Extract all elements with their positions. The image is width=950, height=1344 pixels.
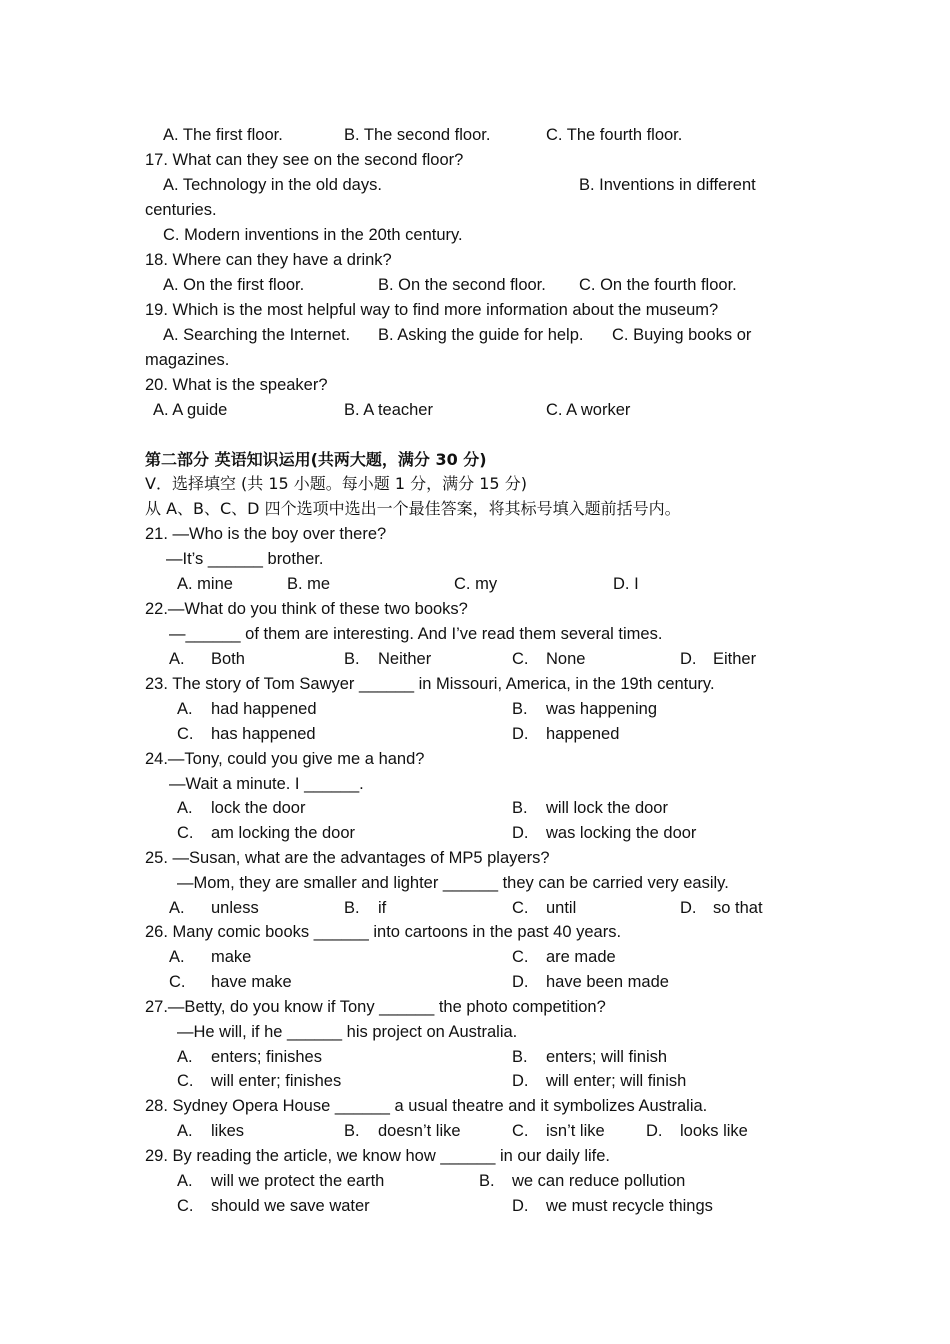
q17-option-a: A. Technology in the old days. <box>163 176 382 194</box>
q18-option-c: C. On the fourth floor. <box>579 276 737 294</box>
section-v-instruction: 从 A、B、C、D 四个选项中选出一个最佳答案，将其标号填入题前括号内。 <box>145 499 681 518</box>
q16-option-b: B. The second floor. <box>344 126 491 144</box>
q22-option-a: Both <box>211 650 245 668</box>
q28-option-a: likes <box>211 1122 245 1140</box>
q23-option-c-letter: C. <box>177 725 194 743</box>
q29-option-c: should we save water <box>211 1197 370 1215</box>
q28-stem: 28. Sydney Opera House ______ a usual theatre and it symbolizes Australia. <box>145 1097 708 1115</box>
q26-option-a: make <box>211 948 252 966</box>
q24-option-c-letter: C. <box>177 824 194 842</box>
q27-option-d: will enter; will finish <box>546 1072 687 1090</box>
q22-option-a-letter: A. <box>169 650 185 668</box>
q27-option-b: enters; will finish <box>546 1048 668 1066</box>
q22-reply: —______ of them are interesting. And I’ve read them several times. <box>169 625 663 643</box>
q29-option-b-letter: B. <box>479 1172 495 1190</box>
q21-option-b: B. me <box>287 575 331 593</box>
q25-option-a: unless <box>211 899 259 917</box>
q27-option-a: enters; finishes <box>211 1048 322 1066</box>
q17-option-b-cont: centuries. <box>145 201 217 219</box>
q23-option-a-letter: A. <box>177 700 193 718</box>
q28-option-a-letter: A. <box>177 1122 193 1140</box>
part2-title: 第二部分 英语知识运用(共两大题，满分 30 分) <box>145 450 487 469</box>
q24-option-b-letter: B. <box>512 799 528 817</box>
q17-option-b: B. Inventions in different <box>579 176 756 194</box>
q25-option-a-letter: A. <box>169 899 185 917</box>
q29-option-c-letter: C. <box>177 1197 194 1215</box>
q19-option-b: B. Asking the guide for help. <box>378 326 584 344</box>
q23-option-a: had happened <box>211 700 317 718</box>
q25-option-d: so that <box>713 899 763 917</box>
q22-option-c: None <box>546 650 586 668</box>
q28-option-d-letter: D. <box>646 1122 663 1140</box>
q22-option-c-letter: C. <box>512 650 529 668</box>
q19-stem: 19. Which is the most helpful way to find more information about the museum? <box>145 301 719 319</box>
q23-option-d-letter: D. <box>512 725 529 743</box>
q26-option-b-letter: C. <box>512 948 529 966</box>
q26-option-d-letter: D. <box>512 973 529 991</box>
q26-option-b: are made <box>546 948 616 966</box>
q24-option-d-letter: D. <box>512 824 529 842</box>
q29-stem: 29. By reading the article, we know how ______ in our daily life. <box>145 1147 611 1165</box>
q21-option-c: C. my <box>454 575 498 593</box>
q22-option-d: Either <box>713 650 757 668</box>
q18-stem: 18. Where can they have a drink? <box>145 251 392 269</box>
q25-option-c-letter: C. <box>512 899 529 917</box>
q29-option-a: will we protect the earth <box>211 1172 385 1190</box>
q27-option-c-letter: C. <box>177 1072 194 1090</box>
q26-option-a-letter: A. <box>169 948 185 966</box>
q21-option-d: D. I <box>613 575 639 593</box>
q27-option-d-letter: D. <box>512 1072 529 1090</box>
q17-stem: 17. What can they see on the second floor? <box>145 151 464 169</box>
q25-reply: —Mom, they are smaller and lighter ______ they can be carried very easily. <box>177 874 729 892</box>
q25-option-d-letter: D. <box>680 899 697 917</box>
q25-option-b-letter: B. <box>344 899 360 917</box>
q24-option-a: lock the door <box>211 799 306 817</box>
q27-reply: —He will, if he ______ his project on Australia. <box>177 1023 518 1041</box>
q26-stem: 26. Many comic books ______ into cartoons in the past 40 years. <box>145 923 622 941</box>
q20-option-b: B. A teacher <box>344 401 433 419</box>
q27-stem: 27.—Betty, do you know if Tony ______ the photo competition? <box>145 998 606 1016</box>
q27-option-b-letter: B. <box>512 1048 528 1066</box>
q22-stem: 22.—What do you think of these two books? <box>145 600 468 618</box>
q29-option-d: we must recycle things <box>546 1197 713 1215</box>
q19-option-c-cont: magazines. <box>145 351 230 369</box>
q23-stem: 23. The story of Tom Sawyer ______ in Missouri, America, in the 19th century. <box>145 675 715 693</box>
q28-option-b: doesn’t like <box>378 1122 461 1140</box>
q25-stem: 25. —Susan, what are the advantages of MP5 players? <box>145 849 550 867</box>
q28-option-c-letter: C. <box>512 1122 529 1140</box>
q23-option-b: was happening <box>546 700 658 718</box>
q20-stem: 20. What is the speaker? <box>145 376 328 394</box>
q24-reply: —Wait a minute. I ______. <box>169 775 364 793</box>
q16-option-a: A. The first floor. <box>163 126 283 144</box>
q24-option-a-letter: A. <box>177 799 193 817</box>
q24-option-b: will lock the door <box>546 799 668 817</box>
q26-option-c: have make <box>211 973 292 991</box>
q25-option-c: until <box>546 899 577 917</box>
q28-option-b-letter: B. <box>344 1122 360 1140</box>
q24-option-c: am locking the door <box>211 824 355 842</box>
q18-option-a: A. On the first floor. <box>163 276 305 294</box>
q28-option-c: isn’t like <box>546 1122 605 1140</box>
q21-reply: —It’s ______ brother. <box>166 550 324 568</box>
q22-option-b: Neither <box>378 650 432 668</box>
q27-option-c: will enter; finishes <box>211 1072 342 1090</box>
q23-option-b-letter: B. <box>512 700 528 718</box>
q29-option-a-letter: A. <box>177 1172 193 1190</box>
q24-stem: 24.—Tony, could you give me a hand? <box>145 750 425 768</box>
q19-option-a: A. Searching the Internet. <box>163 326 351 344</box>
q21-option-a: A. mine <box>177 575 233 593</box>
q23-option-d: happened <box>546 725 620 743</box>
q23-option-c: has happened <box>211 725 316 743</box>
q16-option-c: C. The fourth floor. <box>546 126 683 144</box>
q19-option-c: C. Buying books or <box>612 326 752 344</box>
q25-option-b: if <box>378 899 387 917</box>
q28-option-d: looks like <box>680 1122 748 1140</box>
q18-option-b: B. On the second floor. <box>378 276 546 294</box>
section-v-heading: V．选择填空 (共 15 小题。每小题 1 分，满分 15 分) <box>145 474 527 493</box>
q29-option-b: we can reduce pollution <box>512 1172 686 1190</box>
q22-option-b-letter: B. <box>344 650 360 668</box>
q27-option-a-letter: A. <box>177 1048 193 1066</box>
q20-option-c: C. A worker <box>546 401 631 419</box>
q29-option-d-letter: D. <box>512 1197 529 1215</box>
q17-option-c: C. Modern inventions in the 20th century. <box>163 226 463 244</box>
q26-option-d: have been made <box>546 973 669 991</box>
q22-option-d-letter: D. <box>680 650 697 668</box>
q21-stem: 21. —Who is the boy over there? <box>145 525 387 543</box>
q20-option-a: A. A guide <box>153 401 228 419</box>
q26-option-c-letter: C. <box>169 973 186 991</box>
q24-option-d: was locking the door <box>546 824 697 842</box>
